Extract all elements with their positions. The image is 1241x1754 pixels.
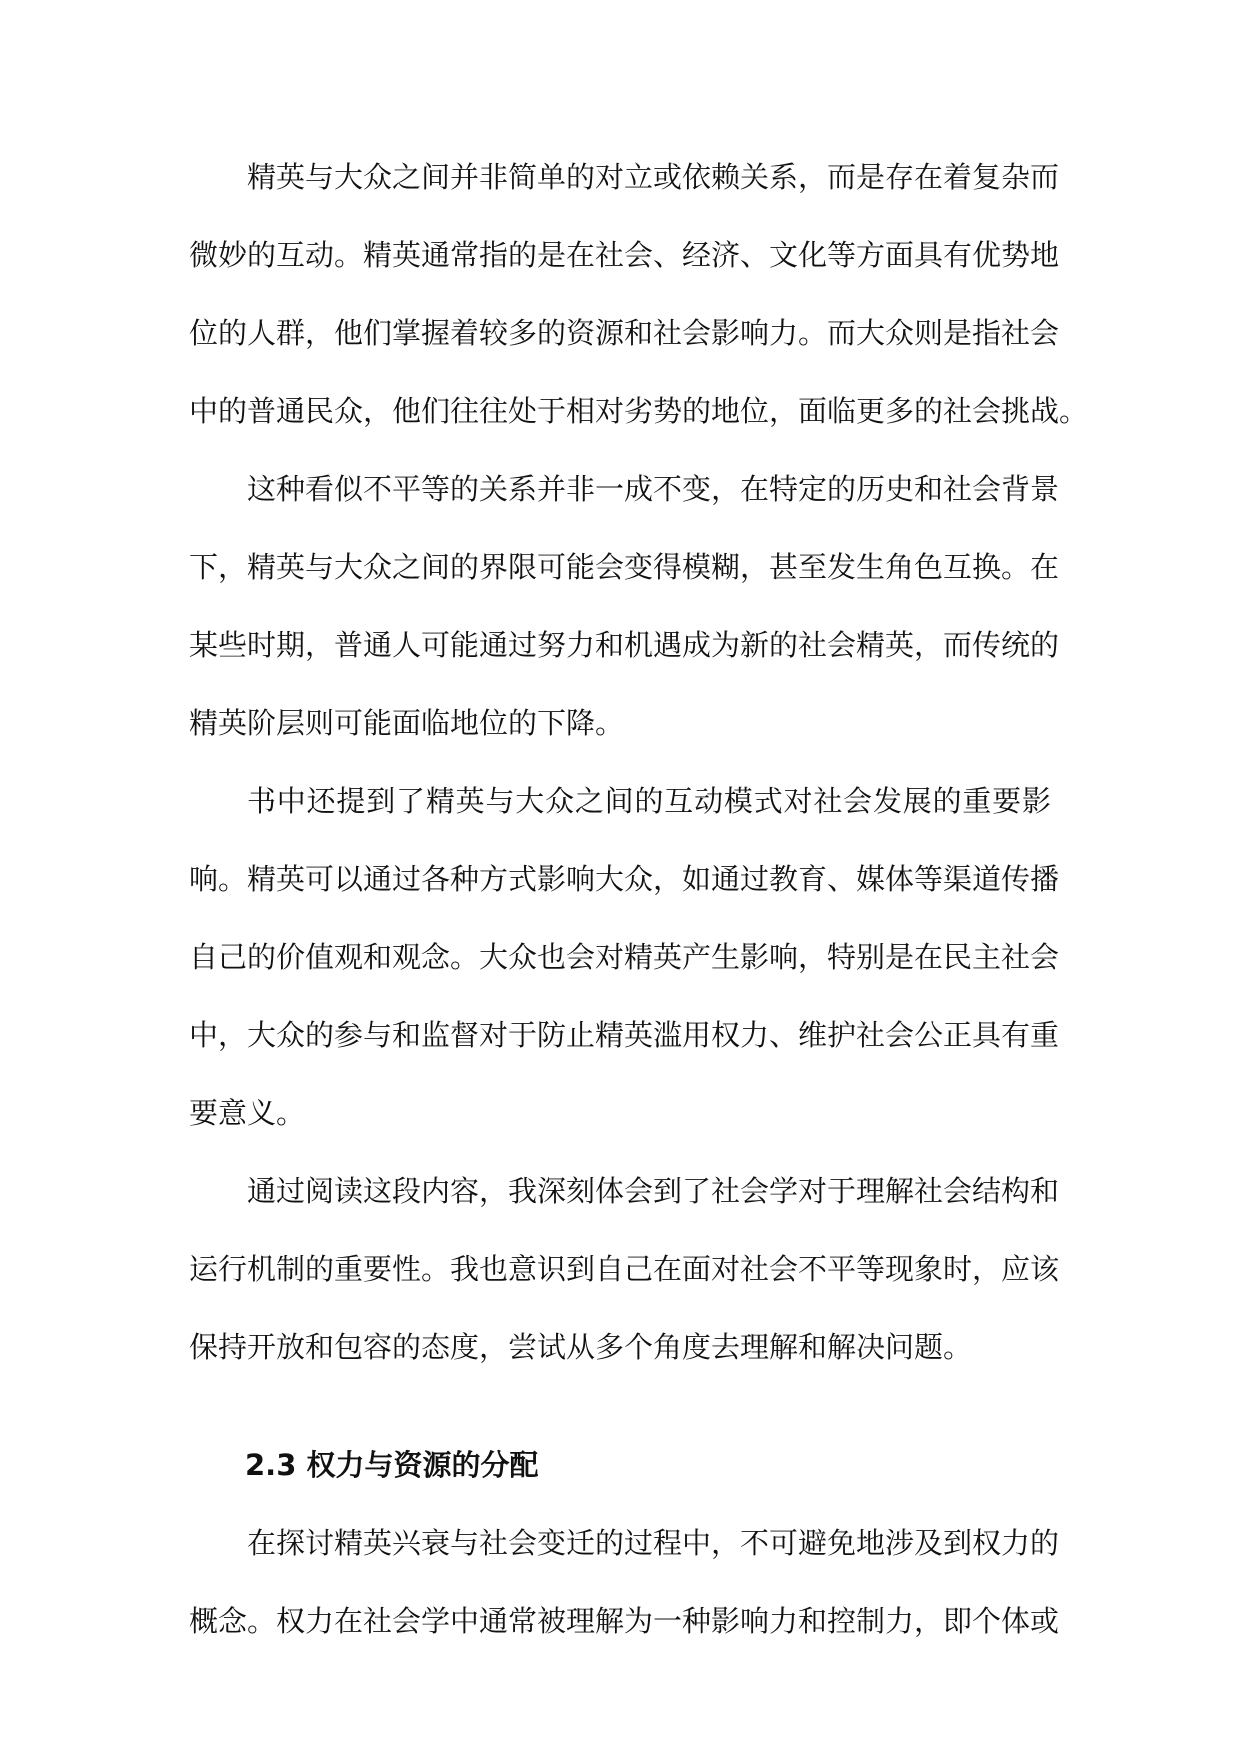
- text-line: 通过阅读这段内容，我深刻体会到了社会学对于理解社会结构和: [247, 1174, 1060, 1208]
- text-line: 要意义。: [189, 1096, 306, 1130]
- text-line: 下，精英与大众之间的界限可能会变得模糊，甚至发生角色互换。在: [189, 550, 1060, 584]
- text-line: 微妙的互动。精英通常指的是在社会、经济、文化等方面具有优势地: [189, 238, 1060, 272]
- text-line: 中的普通民众，他们往往处于相对劣势的地位，面临更多的社会挑战。: [189, 394, 1089, 428]
- text-line: 这种看似不平等的关系并非一成不变，在特定的历史和社会背景: [247, 472, 1060, 506]
- text-line: 在探讨精英兴衰与社会变迁的过程中，不可避免地涉及到权力的: [247, 1526, 1060, 1560]
- text-line: 概念。权力在社会学中通常被理解为一种影响力和控制力，即个体或: [189, 1604, 1060, 1638]
- text-line: 精英阶层则可能面临地位的下降。: [189, 706, 625, 740]
- section-spacer: [189, 1386, 1051, 1426]
- text-line: 位的人群，他们掌握着较多的资源和社会影响力。而大众则是指社会: [189, 316, 1060, 350]
- document-body: [189, 138, 1089, 1660]
- section-heading: [189, 1426, 1051, 1504]
- paragraph-reflection: [189, 1152, 1060, 1386]
- text-line: 精英与大众之间并非简单的对立或依赖关系，而是存在着复杂而: [247, 160, 1060, 194]
- text-line: 响。精英可以通过各种方式影响大众，如通过教育、媒体等渠道传播: [189, 862, 1060, 896]
- text-line: 书中还提到了精英与大众之间的互动模式对社会发展的重要影: [247, 784, 1051, 818]
- paragraph-interaction-mode: [189, 762, 1060, 1152]
- text-line: 某些时期，普通人可能通过努力和机遇成为新的社会精英，而传统的: [189, 628, 1060, 662]
- paragraph-elite-mass-relationship: [189, 138, 1089, 450]
- text-line: 自己的价值观和观念。大众也会对精英产生影响，特别是在民主社会: [189, 940, 1060, 974]
- section-heading-text: 2.3 权力与资源的分配: [245, 1448, 539, 1482]
- paragraph-role-change: [189, 450, 1060, 762]
- text-line: 保持开放和包容的态度，尝试从多个角度去理解和解决问题。: [189, 1330, 973, 1364]
- paragraph-power-concept: [189, 1504, 1060, 1660]
- text-line: 运行机制的重要性。我也意识到自己在面对社会不平等现象时，应该: [189, 1252, 1060, 1286]
- text-line: 中，大众的参与和监督对于防止精英滥用权力、维护社会公正具有重: [189, 1018, 1060, 1052]
